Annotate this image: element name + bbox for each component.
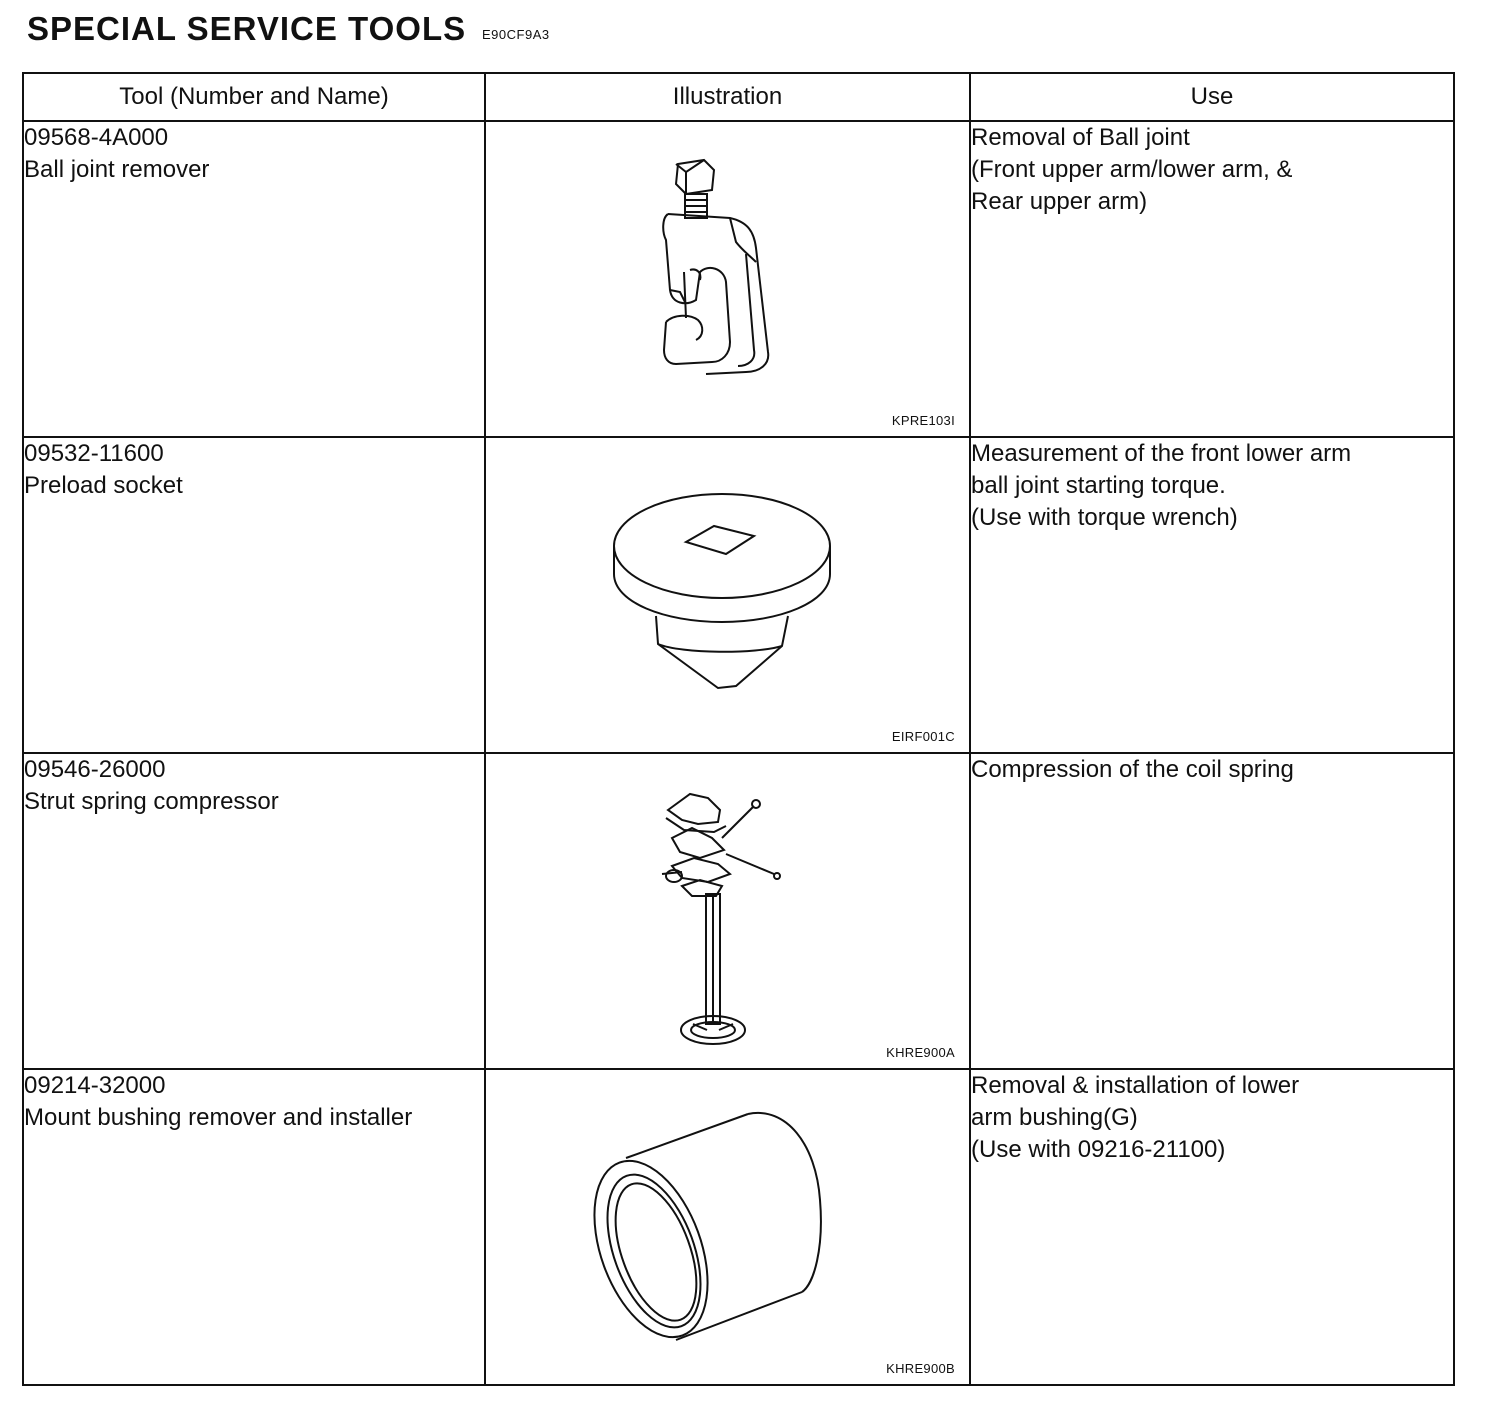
use-line: Removal & installation of lower	[971, 1072, 1300, 1099]
tool-number: 09532-11600	[24, 440, 164, 467]
special-tools-table	[22, 72, 1455, 1386]
use-line: Removal of Ball joint	[971, 124, 1190, 151]
tool-cell	[23, 121, 485, 437]
illustration-code: EIRF001C	[891, 729, 955, 744]
tool-cell	[23, 753, 485, 1069]
use-line: ball joint starting torque.	[971, 472, 1226, 499]
tool-number: 09568-4A000	[24, 124, 169, 151]
table-row	[23, 437, 1454, 753]
use-line: Compression of the coil spring	[971, 756, 1294, 783]
use-cell	[970, 437, 1454, 753]
illustration-code: KPRE103I	[891, 413, 955, 428]
tool-name: Strut spring compressor	[24, 788, 279, 815]
tool-cell	[23, 437, 485, 753]
illustration-cell	[485, 121, 970, 437]
use-cell	[970, 121, 1454, 437]
use-line: arm bushing(G)	[971, 1104, 1138, 1131]
table-row	[23, 1069, 1454, 1385]
use-cell	[970, 753, 1454, 1069]
tool-number: 09214-32000	[24, 1072, 166, 1099]
use-line: (Use with torque wrench)	[971, 504, 1238, 531]
tool-number: 09546-26000	[24, 756, 166, 783]
preload-socket-icon	[486, 438, 971, 752]
table-row	[23, 753, 1454, 1069]
header-use: Use	[970, 73, 1454, 121]
use-line: Rear upper arm)	[971, 188, 1148, 215]
tool-name: Mount bushing remover and installer	[24, 1104, 413, 1131]
use-line: Measurement of the front lower arm	[971, 440, 1352, 467]
table-header-row	[23, 73, 1454, 121]
illustration-cell	[485, 753, 970, 1069]
illustration-cell	[485, 1069, 970, 1385]
use-line: (Front upper arm/lower arm, &	[971, 156, 1293, 183]
header-illustration: Illustration	[485, 73, 970, 121]
illustration-cell	[485, 437, 970, 753]
illustration-code: KHRE900B	[886, 1361, 955, 1376]
bushing-remover-installer-icon	[486, 1070, 971, 1384]
use-cell	[970, 1069, 1454, 1385]
illustration-code: KHRE900A	[886, 1045, 955, 1060]
header-tool: Tool (Number and Name)	[23, 73, 485, 121]
document-code: E90CF9A3	[482, 27, 550, 42]
tool-cell	[23, 1069, 485, 1385]
page-title: SPECIAL SERVICE TOOLS	[27, 10, 467, 47]
ball-joint-remover-icon	[486, 122, 971, 436]
strut-spring-compressor-icon	[486, 754, 971, 1068]
tool-name: Ball joint remover	[24, 156, 210, 183]
table-row	[23, 121, 1454, 437]
use-line: (Use with 09216-21100)	[971, 1136, 1226, 1163]
tool-name: Preload socket	[24, 472, 183, 499]
